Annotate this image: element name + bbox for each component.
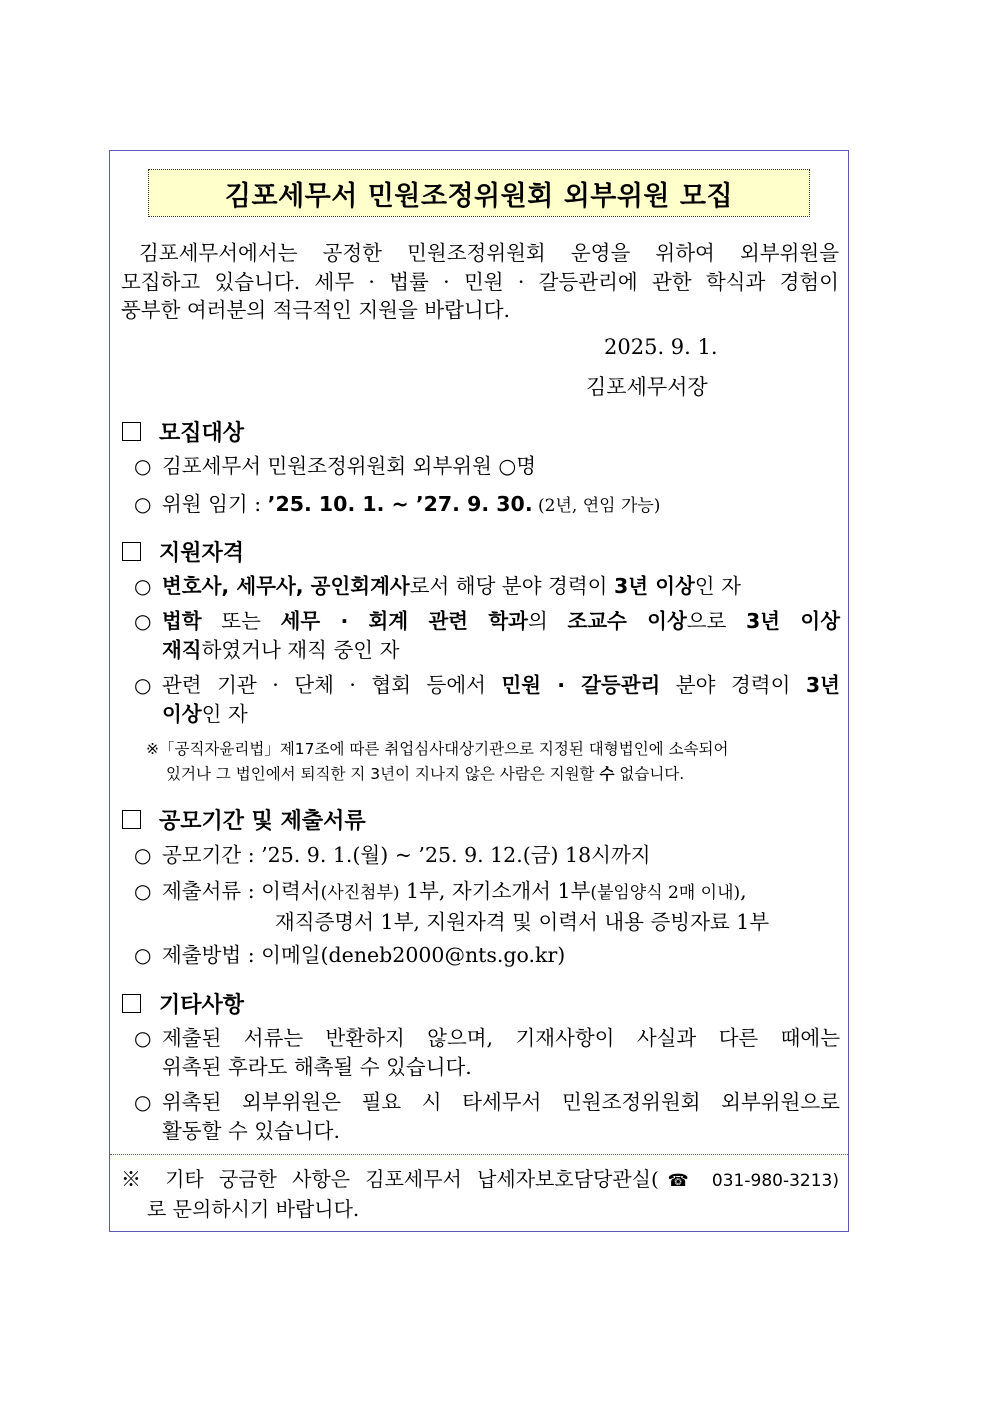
circle-bullet-icon: ○ <box>134 1090 152 1114</box>
phone-icon: ☎ <box>658 1171 698 1191</box>
circle-bullet-icon: ○ <box>134 574 152 598</box>
circle-bullet-icon: ○ <box>134 1026 152 1050</box>
title-banner <box>148 169 810 217</box>
list-item: ○ 관련 기관 · 단체 · 협회 등에서 민원 · 갈등관리 분야 경력이 3년 이상인 자 <box>134 673 840 726</box>
section-heading-period <box>122 804 366 835</box>
page-title: 김포세무서 민원조정위원회 외부위원 모집 <box>224 180 734 212</box>
list-item: ○ 위원 임기 : ’25. 10. 1. ~ ’27. 9. 30. (2년, 연임 가능) <box>134 490 840 521</box>
footer-divider <box>110 1154 848 1155</box>
phone-number: 031-980-3213) <box>697 1171 839 1191</box>
circle-bullet-icon: ○ <box>134 943 152 967</box>
intro-paragraph <box>121 239 839 325</box>
section-title: 공모기간 및 제출서류 <box>159 809 366 834</box>
section-heading-other <box>122 988 244 1019</box>
section-heading-recruit <box>122 416 244 447</box>
checkbox-square-icon <box>122 810 141 829</box>
list-item: ○ 공모기간 : ’25. 9. 1.(월) ~ ’25. 9. 12.(금) 18시까지 <box>134 841 840 870</box>
list-item: ○ 제출된 서류는 반환하지 않으며, 기재사항이 사실과 다른 때에는 위촉된 후라도 해촉될 수 있습니다. <box>134 1026 840 1079</box>
section-heading-qualification <box>122 536 244 567</box>
list-item: ○ 위촉된 외부위원은 필요 시 타세무서 민원조정위원회 외부위원으로 활동할 수 있습니다. <box>134 1090 840 1143</box>
contact-footer: ※ 기타 궁금한 사항은 김포세무서 납세자보호담당관실(☎ 031-980-3213) 로 문의하시기 바랍니다. <box>121 1167 839 1221</box>
list-item: ○ 변호사, 세무사, 공인회계사로서 해당 분야 경력이 3년 이상인 자 <box>134 572 840 601</box>
section-title: 모집대상 <box>159 421 245 446</box>
circle-bullet-icon: ○ <box>134 492 152 516</box>
circle-bullet-icon: ○ <box>134 673 152 697</box>
intro-line: 모집하고 있습니다. 세무 · 법률 · 민원 · 갈등관리에 관한 학식과 경험이 <box>121 269 839 294</box>
notice-date: 2025. 9. 1. <box>604 335 718 359</box>
section-title: 지원자격 <box>159 541 245 566</box>
term-period: ’25. 10. 1. ~ ’27. 9. 30. <box>267 492 533 516</box>
eligibility-note: ※「공직자윤리법」제17조에 따른 취업심사대상기관으로 지정된 대형법인에 소속되어 있거나 그 법인에서 퇴직한 지 3년이 지나지 않은 사람은 지원할 수 없습니다. <box>146 740 729 783</box>
circle-bullet-icon: ○ <box>134 843 152 867</box>
circle-bullet-icon: ○ <box>134 879 152 903</box>
checkbox-square-icon <box>122 994 141 1013</box>
intro-line: 풍부한 여러분의 적극적인 지원을 바랍니다. <box>121 298 511 322</box>
notice-frame <box>109 150 849 1232</box>
circle-bullet-icon: ○ <box>134 609 152 633</box>
checkbox-square-icon <box>122 542 141 561</box>
intro-line: 김포세무서에서는 공정한 민원조정위원회 운영을 위하여 외부위원을 <box>139 241 839 265</box>
list-item: ○ 제출방법 : 이메일(deneb2000@nts.go.kr) <box>134 941 840 970</box>
notice-signer: 김포세무서장 <box>586 375 708 399</box>
circle-bullet-icon: ○ <box>134 454 152 478</box>
checkbox-square-icon <box>122 422 141 441</box>
list-item: ○ 제출서류 : 이력서(사진첨부) 1부, 자기소개서 1부(붙임양식 2매 이내), 재직증명서 1부, 지원자격 및 이력서 내용 증빙자료 1부 <box>134 879 770 934</box>
section-title: 기타사항 <box>159 993 245 1018</box>
list-item: ○ 법학 또는 세무 · 회계 관련 학과의 조교수 이상으로 3년 이상 재직하였거나 재직 중인 자 <box>134 609 840 662</box>
list-item: ○ 김포세무서 민원조정위원회 외부위원 ○명 <box>134 452 840 481</box>
